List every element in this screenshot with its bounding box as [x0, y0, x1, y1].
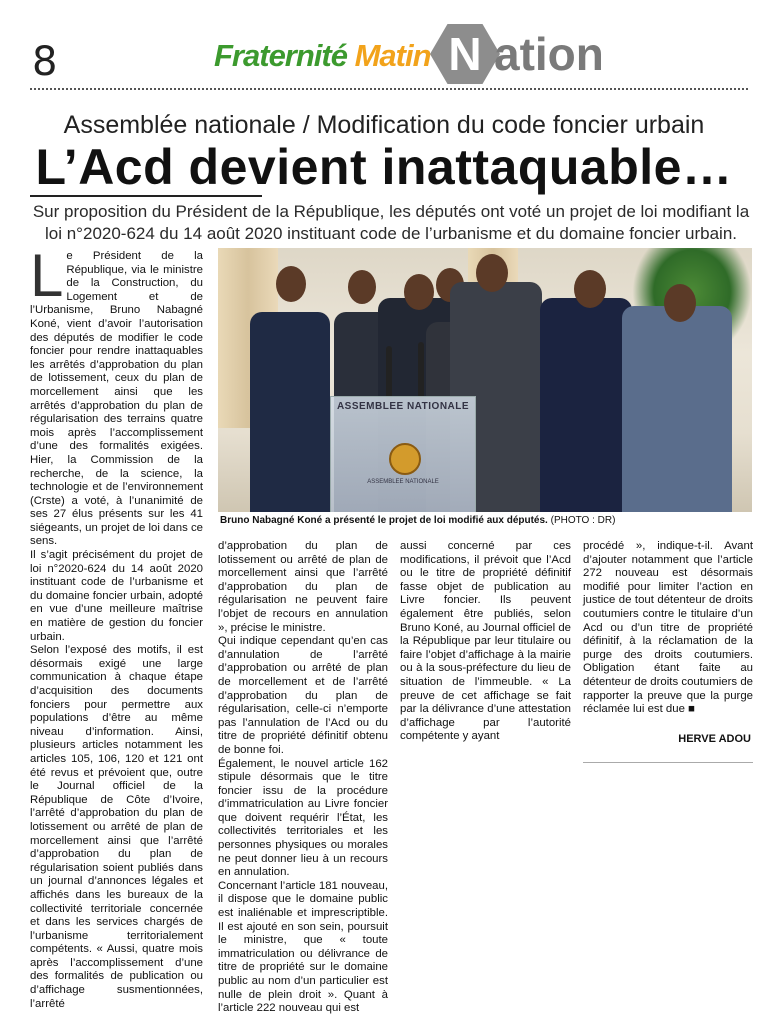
headline-divider [30, 195, 262, 197]
header-divider [30, 88, 748, 90]
person-1-head [276, 266, 306, 302]
emblem-icon [389, 443, 421, 475]
person-6-head [574, 270, 606, 308]
photo-caption [220, 515, 752, 527]
podium-sublabel: ASSEMBLEE NATIONALE [367, 479, 439, 485]
article-photo [218, 248, 752, 512]
paragraph: e Président de la République, via le ministre de la Construction, du Logement et de l’Urbanisme, Bruno Nabagné Koné, vient d’avoir l’autorisation des députés de modifier le code foncier pour rendre inattaquables les arrêtés d’approbation du plan de lotissement, ceux du plan de morcellement ainsi que les arrêtés d’approbation du plan de régularisation des terrains quatre mois après l’accomplissement d’une des formalités exigées. Hier, la Commission de la recherche, de la science, la technologie et de l’environnement (Crste) a voté, à l’unanimité de ses 27 élus présents sur les 41 siégeants, un projet de loi dans ce sens. [30, 250, 203, 548]
section-name: ation [494, 28, 604, 80]
section-initial: N [448, 28, 482, 80]
paragraph: Il s’agit précisément du projet de loi n°2020-624 du 14 août 2020 instituant code de l’urbanisme et du domaine foncier urbain, adopté en vue d’une meilleure maîtrise en matière de gestion du foncier urbain. [30, 549, 203, 643]
article-column-3 [400, 540, 571, 744]
article-column-2 [218, 540, 388, 1016]
article-column-4 [583, 540, 753, 717]
section-header [430, 24, 650, 84]
article-headline: L’Acd devient inattaquable… [35, 139, 733, 195]
podium-label: ASSEMBLEE NATIONALE [336, 401, 470, 412]
paper-name-part2: Matin [354, 38, 431, 73]
article-standfirst: Sur proposition du Président de la République, les députés ont voté un projet de loi modifiant la loi n°2020-624 du 14 août 2020 instituant code de l’urbanisme et du domaine foncier urbain. [32, 202, 750, 243]
photo-credit: (PHOTO : DR) [550, 515, 616, 526]
paragraph: procédé », indique-t-il. Avant d’ajouter notamment que l’article 272 nouveau est désormais modifié pour limiter l’action en justice de tout détenteur de droits coutumiers contre le titulaire d’un Acd ou d’un titre de propriété définitif, à la réclamation de la purge des droits coutumiers. Obligation étant faite au détenteur de droits coutumiers de rapporter la preuve que la purge réclamée lui est due ■ [583, 540, 753, 716]
person-6 [540, 298, 632, 512]
paragraph: d’approbation du plan de lotissement ou arrêté de plan de morcellement ainsi que l’arrêté d’approbation du plan de régularisation ne peuvent faire l’objet de recours en annulation », précise le ministre. [218, 540, 388, 634]
drop-cap: L [30, 242, 64, 309]
paper-name-part1: Fraternité [214, 38, 347, 73]
newspaper-logo [214, 38, 431, 74]
paragraph: Qui indique cependant qu’en cas d’annulation de l’arrêté d’approbation ou arrêté de plan de morcellement et de l’arrêté d’approbation du plan de régularisation, celle-ci n’emporte pas l’annulation de l’Acd ou du titre de propriété définitif obtenu de bonne foi. [218, 635, 388, 756]
person-7-head [664, 284, 696, 322]
microphone-icon [418, 342, 424, 400]
podium [330, 396, 476, 512]
article-column-1 [30, 242, 203, 1011]
page-number: 8 [32, 39, 58, 85]
byline-divider [583, 762, 753, 763]
person-1 [250, 312, 330, 512]
byline: HERVE ADOU [678, 733, 751, 745]
person-7 [622, 306, 732, 512]
person-2-head [348, 270, 376, 304]
caption-text: Bruno Nabagné Koné a présenté le projet de loi modifié aux députés. [220, 515, 548, 526]
paragraph: Également, le nouvel article 162 stipule désormais que le titre foncier issu de la procédure d’immatriculation au Livre foncier que doivent requérir l’État, les collectivités territoriales et les personnes physiques ou morales ne peut donner lieu à un recours en annulation. [218, 757, 388, 879]
microphone-icon [386, 346, 392, 400]
paragraph: Concernant l’article 181 nouveau, il dispose que le domaine public est inaliénable et imprescriptible. Il est ajouté en son sein, poursuit le ministre, que « toute immatriculation ou délivrance de titre de propriété sur le domaine public au nom d’un particulier est nulle de plein droit ». Quant à l’article 222 nouveau qui est [218, 879, 388, 1015]
article-kicker: Assemblée nationale / Modification du code foncier urbain [63, 111, 705, 139]
person-5-head [476, 254, 508, 292]
paragraph: aussi concerné par ces modifications, il prévoit que l’Acd ou le titre de propriété définitif fasse objet de publication au Livre foncier. Ils peuvent également être publiés, selon Bruno Koné, au Journal officiel de la République par leur titulaire ou faire l’objet d’affichage à la mairie ou à la sous-préfecture du lieu de situation de l’immeuble. « La preuve de cet affichage se fait par la délivrance d’une attestation d’affichage par l’autorité compétente y ayant [400, 540, 571, 743]
paragraph: Selon l’exposé des motifs, il est désormais exigé une large communication à chaque étape d’acquisition des documents fonciers pour permettre aux populations d’être au même niveau d’information. Ainsi, plusieurs articles notamment les articles 105, 106, 120 et 121 ont été revus et prévoient que, outre le Journal officiel de la République de Côte d’Ivoire, l’arrêté d’approbation du plan de lotissement ou arrêté de plan de morcellement ainsi que l’arrêté d’approbation du plan de régularisation soient publiés dans un journal d’annonces légales et affichés dans les bureaux de la collectivité territoriale concernée et dans les services chargés de l’urbanisme territorialement compétents. « Aussi, quatre mois après l’accomplissement d’une des formalités de publication ou d’affichage susmentionnées, l’arrêté [30, 644, 203, 1010]
person-3-head [404, 274, 434, 310]
